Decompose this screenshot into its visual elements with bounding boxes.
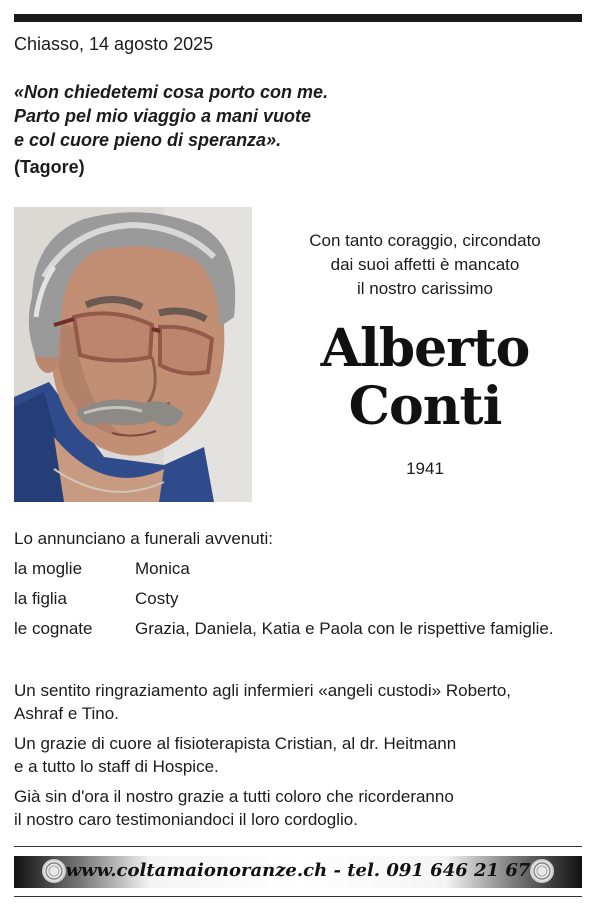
thanks-line: e a tutto lo staff di Hospice. <box>14 757 219 776</box>
relative-relation: la figlia <box>14 589 67 608</box>
birth-year: 1941 <box>406 459 444 478</box>
seal-icon <box>530 859 554 883</box>
thanks-paragraph <box>14 732 584 778</box>
relative-names: Costy <box>135 589 179 608</box>
footer-rule-bottom <box>14 896 582 897</box>
footer-rule-top <box>14 846 582 847</box>
quote-author: (Tagore) <box>14 157 85 177</box>
portrait-photo <box>14 207 252 502</box>
portrait-photo-illustration <box>14 207 252 502</box>
announcement-line: Con tanto coraggio, circondato <box>309 231 541 250</box>
relative-relation: le cognate <box>14 619 93 638</box>
thanks-line: Già sin d'ora il nostro grazie a tutti coloro che ricorderanno <box>14 787 454 806</box>
place-date: Chiasso, 14 agosto 2025 <box>14 34 214 54</box>
thanks-line: Un grazie di cuore al fisioterapista Cristian, al dr. Heitmann <box>14 734 457 753</box>
announcers-intro: Lo annunciano a funerali avvenuti: <box>14 529 273 548</box>
funeral-home-contact: www.coltamaionoranze.ch - tel. 091 646 21 67 <box>65 860 531 881</box>
relative-names: Monica <box>135 559 190 578</box>
epigraph-quote <box>14 80 328 152</box>
last-name: Conti <box>348 376 502 437</box>
seal-icon-graphic <box>532 861 552 881</box>
relative-names: Grazia, Daniela, Katia e Paola con le rispettive famiglie. <box>135 619 554 638</box>
thanks-paragraph <box>14 785 584 831</box>
quote-line: Parto pel mio viaggio a mani vuote <box>14 106 312 126</box>
thanks-paragraph <box>14 679 584 725</box>
top-rule <box>14 14 582 22</box>
quote-line: e col cuore pieno di speranza». <box>14 130 282 150</box>
quote-line: «Non chiedetemi cosa porto con me. <box>14 82 329 102</box>
announcement-text <box>272 229 578 301</box>
thanks-line: Ashraf e Tino. <box>14 704 119 723</box>
thanks-line: il nostro caro testimoniandoci il loro cordoglio. <box>14 810 358 829</box>
thanks-line: Un sentito ringraziamento agli infermieri «angeli custodi» Roberto, <box>14 681 512 700</box>
first-name: Alberto <box>320 318 530 379</box>
deceased-name <box>272 320 578 436</box>
funeral-home-banner <box>14 856 582 888</box>
announcement-line: dai suoi affetti è mancato <box>330 255 520 274</box>
relative-relation: la moglie <box>14 559 83 578</box>
announcement-line: il nostro carissimo <box>356 279 494 298</box>
